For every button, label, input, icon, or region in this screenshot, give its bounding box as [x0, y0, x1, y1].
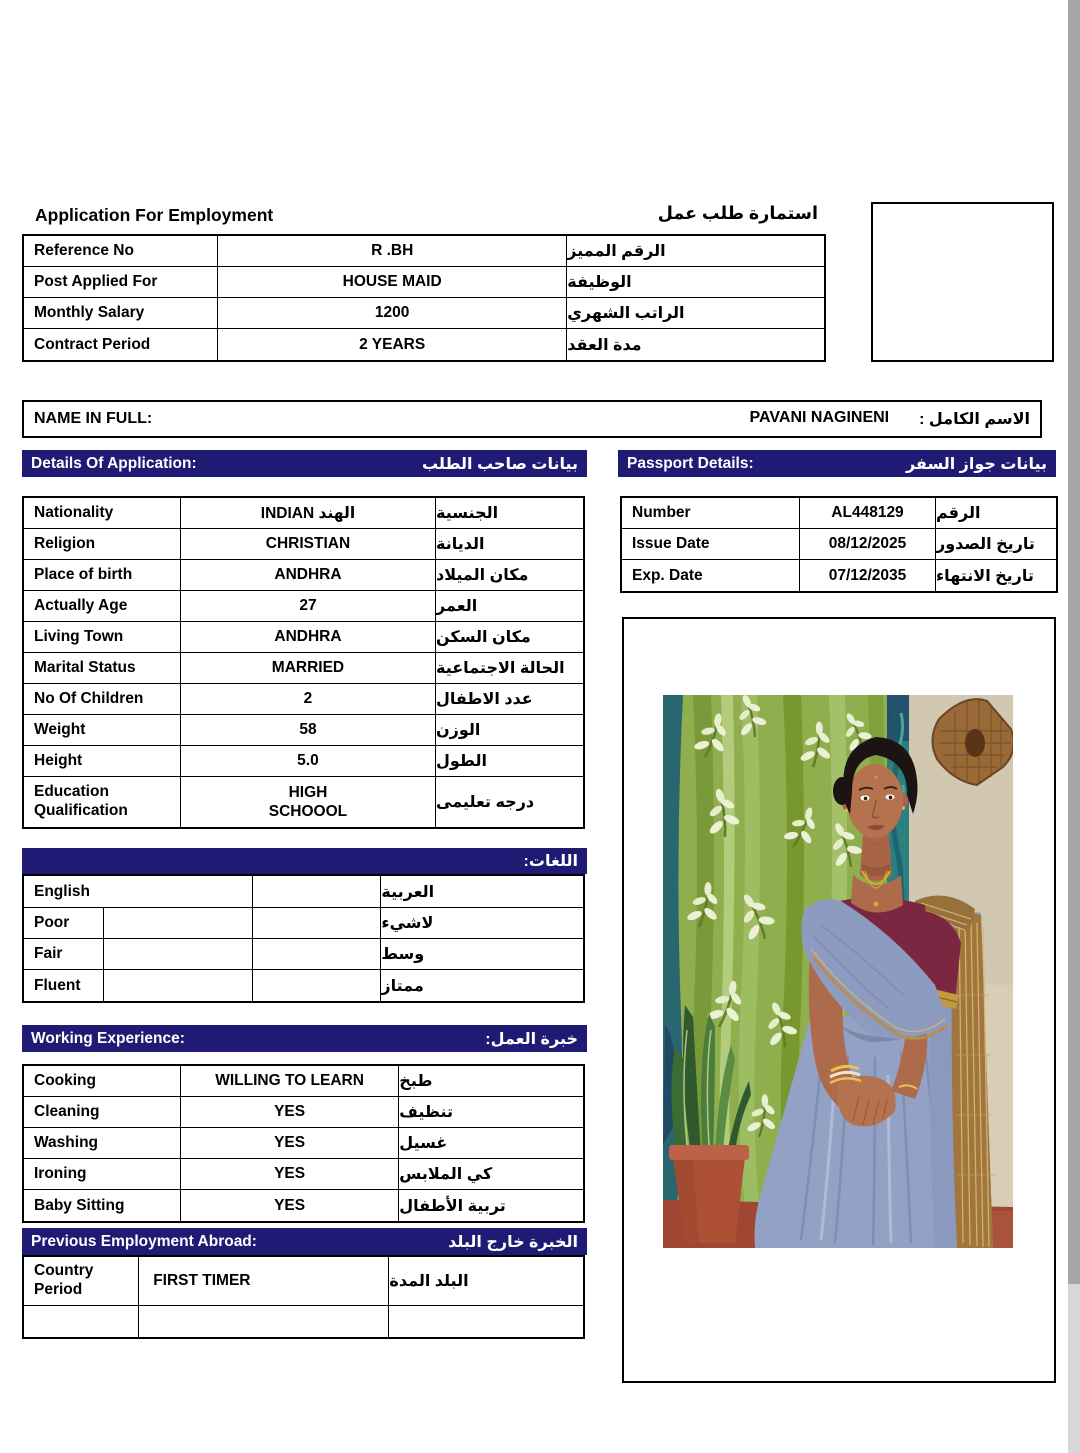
- passport-section-bar: [618, 450, 1056, 477]
- skill-label: Ironing: [24, 1159, 181, 1189]
- table-row: [24, 267, 824, 298]
- language-level-label: Poor: [24, 908, 104, 938]
- skill-label: Cleaning: [24, 1097, 181, 1127]
- field-label-arabic: مكان السكن: [436, 629, 531, 646]
- page-title: Application For Employment: [35, 205, 274, 225]
- field-label: Height: [24, 746, 181, 776]
- field-label: Exp. Date: [622, 560, 800, 591]
- field-label-arabic: الديانة: [436, 536, 485, 553]
- field-value: AL448129: [800, 498, 936, 528]
- field-label: Religion: [24, 529, 181, 559]
- language-checkbox-cell: [104, 939, 253, 969]
- skill-label: Baby Sitting: [24, 1190, 181, 1221]
- field-label: Country Period: [24, 1257, 139, 1305]
- field-label: Actually Age: [24, 591, 181, 621]
- language-empty-cell: [253, 908, 381, 938]
- field-value: MARRIED: [181, 653, 436, 683]
- table-row: [24, 560, 583, 591]
- previous-employment-bar: [22, 1228, 587, 1255]
- field-value: 08/12/2025: [800, 529, 936, 559]
- section-title: Previous Employment Abroad:: [31, 1232, 257, 1250]
- field-value: INDIAN الهند: [181, 498, 436, 528]
- table-row: [24, 876, 583, 908]
- skill-label-arabic: طبخ: [399, 1073, 433, 1090]
- field-label: Contract Period: [24, 329, 218, 360]
- section-title: Details Of Application:: [31, 454, 197, 472]
- name-label-arabic: الاسم الكامل :: [919, 411, 1030, 428]
- field-label-arabic: درجه تعليمى: [436, 794, 535, 811]
- skill-label: Washing: [24, 1128, 181, 1158]
- table-row: [24, 329, 824, 360]
- previous-employment-table: [22, 1255, 585, 1339]
- field-value: 1200: [218, 298, 567, 328]
- table-row: [24, 777, 583, 827]
- field-label: Living Town: [24, 622, 181, 652]
- field-label: Issue Date: [622, 529, 800, 559]
- scrollbar-track[interactable]: [1068, 0, 1080, 1453]
- field-label-arabic: الحالة الاجتماعية: [436, 660, 565, 677]
- skill-label-arabic: كي الملابس: [399, 1166, 493, 1183]
- field-label: Weight: [24, 715, 181, 745]
- field-label: Reference No: [24, 236, 218, 266]
- section-title-arabic: بيانات جواز السفر: [905, 455, 1047, 473]
- passport-table: [620, 496, 1058, 593]
- table-row: [24, 970, 583, 1001]
- field-label-arabic: الرقم المميز: [567, 243, 666, 260]
- field-label-arabic: تاريخ الصدور: [936, 536, 1035, 553]
- table-row: [622, 498, 1056, 529]
- field-label-arabic: الطول: [436, 753, 488, 770]
- name-in-full-row: [22, 400, 1042, 438]
- field-value: R .BH: [218, 236, 567, 266]
- field-value: ANDHRA: [181, 622, 436, 652]
- field-value: 5.0: [181, 746, 436, 776]
- skill-value: YES: [181, 1097, 399, 1127]
- field-label: Place of birth: [24, 560, 181, 590]
- applicant-photo-frame: [622, 617, 1056, 1383]
- field-value: HOUSE MAID: [218, 267, 567, 297]
- skill-label-arabic: تنظيف: [399, 1104, 453, 1121]
- application-summary-table: [22, 234, 826, 362]
- table-row: [24, 1128, 583, 1159]
- table-row: [622, 560, 1056, 591]
- table-row: [24, 939, 583, 970]
- table-row: [622, 529, 1056, 560]
- applicant-photo: [663, 695, 1013, 1248]
- language-checkbox-cell: [104, 908, 253, 938]
- details-table: [22, 496, 585, 829]
- field-label-arabic: الوزن: [436, 722, 481, 739]
- skill-value: YES: [181, 1159, 399, 1189]
- field-label-arabic: عدد الاطفال: [436, 691, 533, 708]
- field-value: FIRST TIMER: [139, 1257, 389, 1305]
- language-level-label: Fair: [24, 939, 104, 969]
- table-row: [24, 1097, 583, 1128]
- section-title-arabic: بيانات صاحب الطلب: [421, 455, 578, 473]
- language-empty-cell: [253, 876, 381, 907]
- table-row: [24, 529, 583, 560]
- field-label-arabic: مكان الميلاد: [436, 567, 529, 584]
- table-row: [24, 298, 824, 329]
- skill-value: WILLING TO LEARN: [181, 1066, 399, 1096]
- field-label-arabic: [389, 1306, 583, 1337]
- languages-table: [22, 874, 585, 1003]
- field-value: 07/12/2035: [800, 560, 936, 591]
- page-title-arabic: استمارة طلب عمل: [657, 203, 818, 223]
- section-title: Passport Details:: [627, 454, 754, 472]
- field-value: ANDHRA: [181, 560, 436, 590]
- field-value: 58: [181, 715, 436, 745]
- table-row: [24, 236, 824, 267]
- field-value: 2 YEARS: [218, 329, 567, 360]
- language-level-arabic: وسط: [381, 946, 425, 963]
- language-label-arabic: العربية: [381, 883, 435, 901]
- table-row: [24, 498, 583, 529]
- language-empty-cell: [253, 970, 381, 1001]
- field-value: [139, 1306, 389, 1337]
- table-row: [24, 1306, 583, 1337]
- table-row: [24, 653, 583, 684]
- table-row: [24, 1066, 583, 1097]
- experience-section-bar: [22, 1025, 587, 1052]
- language-label: English: [24, 876, 253, 907]
- field-label-arabic: الوظيفة: [567, 274, 632, 291]
- language-empty-cell: [253, 939, 381, 969]
- field-label-arabic: الراتب الشهري: [567, 305, 685, 322]
- skill-label-arabic: تربية الأطفال: [399, 1197, 506, 1215]
- details-section-bar: [22, 450, 587, 477]
- skill-value: YES: [181, 1190, 399, 1221]
- skill-label: Cooking: [24, 1066, 181, 1096]
- table-row: [24, 1257, 583, 1306]
- field-label-arabic: الرقم: [936, 505, 981, 522]
- table-row: [24, 622, 583, 653]
- table-row: [24, 1159, 583, 1190]
- field-label: Education Qualification: [24, 777, 181, 827]
- field-value: CHRISTIAN: [181, 529, 436, 559]
- photo-placeholder-box: [871, 202, 1054, 362]
- section-title-arabic: اللغات:: [523, 853, 578, 870]
- field-label-arabic: العمر: [436, 598, 478, 615]
- name-label: NAME IN FULL:: [34, 410, 153, 427]
- name-value: PAVANI NAGINENI: [749, 409, 890, 426]
- language-level-arabic: ممتاز: [381, 977, 424, 995]
- field-label: [24, 1306, 139, 1337]
- language-level-label: Fluent: [24, 970, 104, 1001]
- field-label-arabic: الجنسية: [436, 505, 499, 522]
- table-row: [24, 684, 583, 715]
- skill-value: YES: [181, 1128, 399, 1158]
- experience-table: [22, 1064, 585, 1223]
- table-row: [24, 1190, 583, 1221]
- section-title-arabic: خبرة العمل:: [485, 1030, 578, 1048]
- section-title: Working Experience:: [31, 1029, 185, 1047]
- field-value: 27: [181, 591, 436, 621]
- language-level-arabic: لاشيء: [381, 915, 434, 932]
- skill-label-arabic: غسيل: [399, 1135, 448, 1152]
- languages-section-bar: [22, 848, 587, 874]
- table-row: [24, 715, 583, 746]
- field-label: Post Applied For: [24, 267, 218, 297]
- language-checkbox-cell: [104, 970, 253, 1001]
- field-value: HIGH SCHOOOL: [181, 777, 436, 827]
- field-label: No Of Children: [24, 684, 181, 714]
- scrollbar-thumb[interactable]: [1068, 0, 1080, 1284]
- field-label: Marital Status: [24, 653, 181, 683]
- field-label-arabic: البلد المدة: [389, 1273, 469, 1290]
- table-row: [24, 746, 583, 777]
- field-label-arabic: تاريخ الانتهاء: [936, 567, 1034, 585]
- table-row: [24, 591, 583, 622]
- table-row: [24, 908, 583, 939]
- field-label: Monthly Salary: [24, 298, 218, 328]
- field-value: 2: [181, 684, 436, 714]
- field-label: Number: [622, 498, 800, 528]
- section-title-arabic: الخبرة خارج البلد: [448, 1233, 578, 1251]
- field-label-arabic: مدة العقد: [567, 336, 642, 354]
- field-label: Nationality: [24, 498, 181, 528]
